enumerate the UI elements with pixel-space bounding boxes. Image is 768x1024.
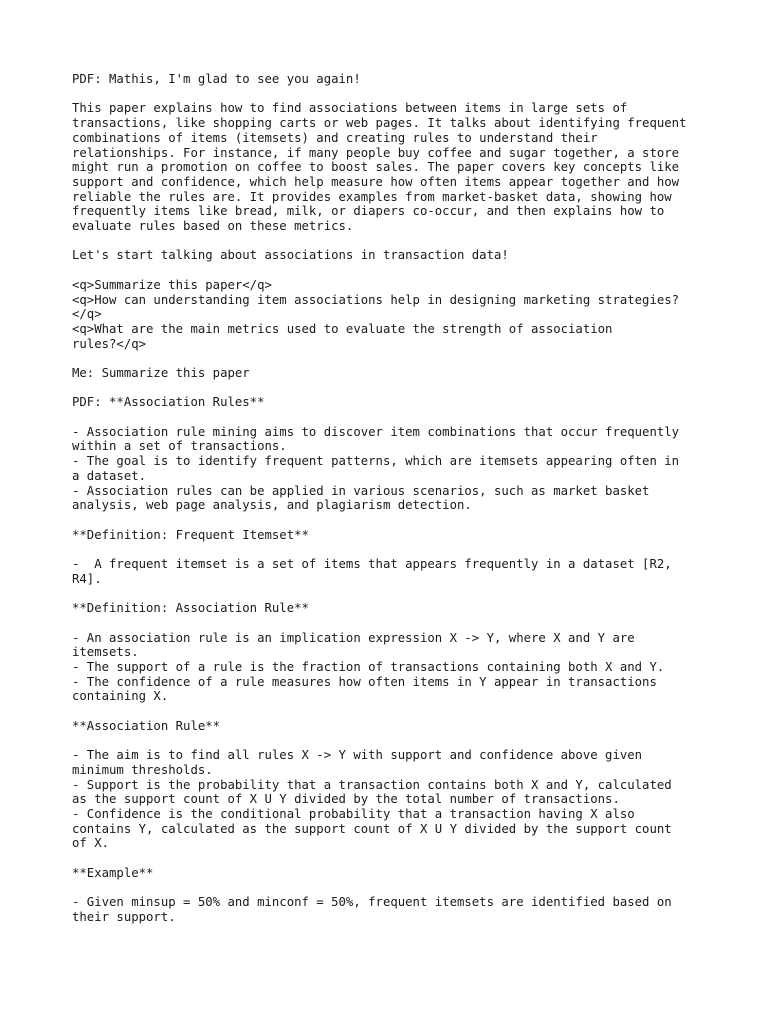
text-line: - Support is the probability that a transaction contains both X and Y, calculated [72, 777, 672, 792]
text-paragraph [72, 557, 708, 586]
text-line: R4]. [72, 571, 102, 586]
text-line: - Association rule mining aims to discover item combinations that occur frequently [72, 424, 680, 439]
text-line: - Confidence is the conditional probability that a transaction having X also [72, 806, 635, 821]
text-line: </q> [72, 307, 102, 322]
text-line: evaluate rules based on these metrics. [72, 219, 354, 234]
text-paragraph [72, 631, 708, 705]
text-line: support and confidence, which help measure how often items appear together and how [72, 174, 680, 189]
text-line: might run a promotion on coffee to boost sales. The paper covers key concepts like [72, 160, 680, 175]
chat-transcript [72, 72, 708, 925]
text-line: transactions, like shopping carts or web pages. It talks about identifying frequent [72, 116, 687, 131]
text-paragraph [72, 866, 708, 881]
text-line: rules?</q> [72, 336, 147, 351]
text-paragraph [72, 719, 708, 734]
text-line: **Definition: Frequent Itemset** [72, 527, 309, 542]
text-paragraph [72, 101, 708, 233]
text-line: their support. [72, 909, 176, 924]
text-line: <q>How can understanding item associations help in designing marketing strategies? [72, 292, 680, 307]
text-line: containing X. [72, 689, 169, 704]
text-line: This paper explains how to find associations between items in large sets of [72, 101, 628, 116]
text-line: **Example** [72, 865, 154, 880]
text-line: frequently items like bread, milk, or diapers co-occur, and then explains how to [72, 204, 665, 219]
text-line: - The goal is to identify frequent patterns, which are itemsets appearing often in [72, 454, 680, 469]
text-line: a dataset. [72, 468, 147, 483]
text-line: <q>What are the main metrics used to evaluate the strength of association [72, 321, 613, 336]
text-line: **Association Rule** [72, 718, 221, 733]
text-paragraph [72, 528, 708, 543]
text-line: PDF: **Association Rules** [72, 395, 265, 410]
text-line: reliable the rules are. It provides examples from market-basket data, showing how [72, 189, 672, 204]
text-line: **Definition: Association Rule** [72, 601, 309, 616]
text-line: - An association rule is an implication expression X -> Y, where X and Y are [72, 630, 635, 645]
text-paragraph [72, 425, 708, 513]
text-line: combinations of items (itemsets) and creating rules to understand their [72, 130, 598, 145]
text-paragraph [72, 366, 708, 381]
text-line: relationships. For instance, if many people buy coffee and sugar together, a store [72, 145, 680, 160]
text-line: - The confidence of a rule measures how often items in Y appear in transactions [72, 674, 657, 689]
text-paragraph [72, 395, 708, 410]
text-paragraph [72, 278, 708, 352]
text-line: <q>Summarize this paper</q> [72, 277, 272, 292]
text-line: Let's start talking about associations in transaction data! [72, 248, 509, 263]
text-paragraph [72, 72, 708, 87]
text-line: analysis, web page analysis, and plagiarism detection. [72, 498, 472, 513]
text-line: within a set of transactions. [72, 439, 287, 454]
text-line: contains Y, calculated as the support count of X U Y divided by the support count [72, 821, 672, 836]
text-line: - Association rules can be applied in various scenarios, such as market basket [72, 483, 650, 498]
text-line: itemsets. [72, 645, 139, 660]
text-line: of X. [72, 836, 110, 851]
text-line: - A frequent itemset is a set of items that appears frequently in a dataset [R2, [72, 557, 672, 572]
text-paragraph [72, 248, 708, 263]
text-paragraph [72, 601, 708, 616]
text-line: Me: Summarize this paper [72, 366, 250, 380]
text-line: as the support count of X U Y divided by the total number of transactions. [72, 792, 620, 807]
text-line: minimum thresholds. [72, 762, 213, 777]
text-line: - Given minsup = 50% and minconf = 50%, frequent itemsets are identified based on [72, 895, 672, 910]
text-line: PDF: Mathis, I'm glad to see you again! [72, 72, 361, 86]
text-paragraph [72, 748, 708, 851]
text-paragraph [72, 895, 708, 924]
text-line: - The aim is to find all rules X -> Y with support and confidence above given [72, 748, 643, 763]
text-line: - The support of a rule is the fraction of transactions containing both X and Y. [72, 659, 665, 674]
